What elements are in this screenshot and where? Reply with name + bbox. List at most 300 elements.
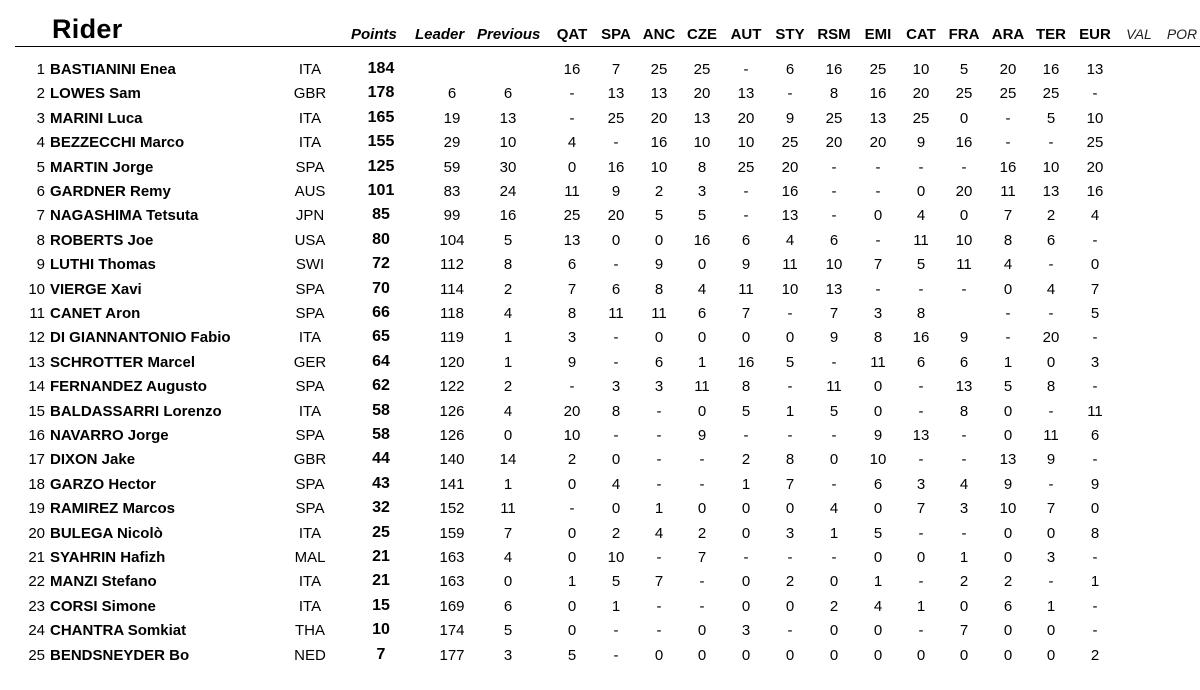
rider-points: 21 [372, 572, 390, 590]
rider-name: MARTIN Jorge [50, 158, 154, 176]
race-result-cell: 8 [1046, 378, 1056, 396]
table-row [0, 374, 1200, 398]
rider-position: 16 [28, 427, 45, 444]
race-result-cell: 11 [694, 378, 710, 396]
rider-position: 20 [28, 524, 45, 542]
race-result-cell: 13 [825, 280, 843, 298]
race-result-cell: 0 [741, 573, 751, 591]
rider-country: ITA [298, 329, 322, 347]
rider-country: GBR [293, 85, 327, 103]
race-result-cell: - [831, 549, 837, 566]
race-result-cell: 0 [873, 622, 883, 640]
race-result-cell: 25 [825, 109, 843, 127]
rider-points: 25 [372, 523, 390, 541]
race-result-cell: 25 [650, 61, 668, 78]
race-result-cell: 11 [1043, 427, 1059, 444]
gap-to-leader: 99 [443, 207, 461, 225]
rider-points: 155 [367, 133, 395, 151]
race-result-cell: 3 [567, 329, 577, 347]
rider-country: ITA [298, 109, 322, 127]
race-result-cell: 8 [697, 158, 707, 176]
rider-position: 17 [28, 451, 45, 469]
race-result-cell: - [787, 427, 793, 444]
race-result-cell: 0 [785, 646, 795, 664]
race-result-cell: 7 [741, 305, 751, 322]
gap-to-leader: 6 [447, 85, 457, 103]
race-result-cell: 25 [737, 158, 755, 176]
race-result-cell: 9 [567, 353, 577, 371]
race-result-cell: 6 [916, 353, 926, 371]
race-result-cell: 0 [697, 500, 707, 518]
rider-country: SPA [295, 500, 325, 518]
race-result-cell: 16 [1086, 183, 1104, 200]
race-result-cell: 2 [567, 451, 577, 469]
race-result-cell: 4 [1046, 280, 1056, 298]
race-result-cell: 16 [1042, 61, 1060, 78]
rider-points: 184 [367, 60, 395, 77]
race-result-cell: 10 [781, 280, 799, 298]
race-result-cell: 0 [916, 646, 926, 664]
race-result-cell: 5 [959, 61, 969, 78]
race-result-cell: - [918, 451, 924, 469]
rider-points: 32 [372, 499, 390, 517]
race-result-cell: 6 [1003, 597, 1013, 615]
race-result-cell: 0 [697, 256, 707, 274]
gap-to-leader: 29 [443, 134, 461, 152]
race-result-cell: 5 [741, 402, 751, 420]
race-result-cell: - [569, 85, 575, 103]
race-header-sty: STY [775, 26, 805, 43]
race-result-cell: - [918, 524, 924, 542]
race-result-cell: 7 [873, 256, 883, 274]
race-result-cell: 0 [1003, 402, 1013, 420]
race-result-cell: 7 [785, 475, 795, 493]
race-header-ter: TER [1036, 26, 1066, 43]
race-result-cell: - [656, 475, 662, 493]
race-result-cell: 11 [1087, 402, 1103, 420]
rider-country: NED [294, 646, 326, 664]
race-result-cell: - [1048, 402, 1054, 420]
race-result-cell: - [1048, 573, 1054, 591]
race-result-cell: - [831, 475, 837, 493]
race-result-cell: 0 [697, 329, 707, 347]
race-result-cell: - [961, 524, 967, 542]
race-result-cell: 0 [1046, 353, 1056, 371]
race-result-cell: 16 [737, 353, 755, 371]
race-result-cell: 25 [1086, 134, 1104, 152]
race-result-cell: 9 [1003, 475, 1013, 493]
race-result-cell: - [1092, 549, 1098, 566]
table-row [0, 252, 1200, 276]
race-result-cell: - [961, 158, 967, 176]
race-result-cell: 3 [611, 378, 621, 396]
race-result-cell: 6 [785, 61, 795, 78]
gap-to-leader: 174 [439, 622, 465, 640]
race-result-cell: 0 [785, 500, 795, 518]
race-result-cell: 11 [826, 378, 842, 396]
rider-name: MARINI Luca [50, 109, 143, 127]
rider-name: BEZZECCHI Marco [50, 134, 185, 152]
race-result-cell: 10 [999, 500, 1017, 518]
race-result-cell: - [1092, 378, 1098, 396]
rider-points: 80 [372, 230, 390, 248]
rider-points: 165 [367, 108, 395, 126]
rider-position: 4 [36, 134, 45, 152]
race-result-cell: 9 [697, 427, 707, 444]
race-result-cell: 16 [781, 183, 799, 200]
race-result-cell: 13 [1042, 183, 1060, 200]
race-header-ara: ARA [991, 26, 1025, 43]
rider-points: 44 [372, 450, 390, 468]
race-result-cell: 4 [654, 524, 664, 542]
race-result-cell: 25 [563, 207, 581, 225]
gap-to-leader: 152 [439, 500, 465, 518]
rider-position: 21 [28, 549, 45, 566]
race-result-cell: 20 [955, 183, 973, 200]
race-header-emi: EMI [864, 26, 892, 43]
race-result-cell: 16 [955, 134, 973, 152]
race-result-cell: 0 [654, 231, 664, 249]
rider-name: CORSI Simone [50, 597, 156, 615]
rider-points: 58 [372, 426, 390, 443]
race-result-cell: - [699, 475, 705, 493]
race-result-cell: 7 [697, 549, 707, 566]
race-result-cell: 2 [1003, 573, 1013, 591]
rider-points: 72 [372, 255, 390, 273]
race-result-cell: 0 [959, 207, 969, 225]
race-result-cell: - [1005, 305, 1011, 322]
race-result-cell: 0 [697, 622, 707, 640]
race-result-cell: 8 [829, 85, 839, 103]
rider-position: 12 [28, 329, 45, 347]
table-row [0, 521, 1200, 545]
gap-to-previous: 6 [503, 597, 513, 615]
race-result-cell: 13 [607, 85, 625, 103]
race-header-por: POR [1166, 26, 1198, 42]
race-result-cell: 2 [959, 573, 969, 591]
race-result-cell: 0 [1003, 280, 1013, 298]
table-row [0, 594, 1200, 618]
race-result-cell: 5 [829, 402, 839, 420]
table-row [0, 569, 1200, 593]
race-result-cell: 0 [829, 573, 839, 591]
race-result-cell: 8 [916, 305, 926, 322]
race-result-cell: 6 [611, 280, 621, 298]
race-result-cell: 0 [1046, 524, 1056, 542]
rider-points: 10 [372, 621, 390, 639]
table-row [0, 447, 1200, 471]
gap-to-leader: 169 [439, 597, 465, 615]
race-result-cell: 25 [955, 85, 973, 103]
rider-points: 101 [367, 182, 395, 199]
rider-points: 43 [372, 474, 390, 492]
race-header-rsm: RSM [817, 26, 851, 43]
race-result-cell: 25 [912, 109, 930, 127]
race-result-cell: - [875, 231, 881, 249]
race-result-cell: - [613, 329, 619, 347]
table-row [0, 277, 1200, 301]
rider-country: JPN [295, 207, 325, 225]
gap-to-previous: 8 [503, 256, 513, 274]
rider-name: SCHROTTER Marcel [50, 353, 196, 371]
race-result-cell: - [1048, 475, 1054, 493]
race-result-cell: 8 [959, 402, 969, 420]
race-result-cell: 0 [567, 524, 577, 542]
race-result-cell: 20 [825, 134, 843, 152]
race-result-cell: - [656, 622, 662, 640]
race-result-cell: 13 [781, 207, 799, 225]
race-result-cell: - [656, 549, 662, 566]
rider-name: RAMIREZ Marcos [50, 500, 176, 518]
rider-points: 64 [372, 352, 390, 370]
race-result-cell: 4 [829, 500, 839, 518]
rider-country: ITA [298, 61, 322, 78]
race-result-cell: - [613, 256, 619, 274]
race-result-cell: - [613, 646, 619, 664]
race-result-cell: 5 [1003, 378, 1013, 396]
race-result-cell: 0 [785, 597, 795, 615]
race-result-cell: 0 [1003, 427, 1013, 444]
leader-column-header: Leader [415, 26, 465, 43]
gap-to-previous: 4 [503, 305, 513, 322]
race-result-cell: 10 [1042, 158, 1060, 176]
race-result-cell: 1 [785, 402, 795, 420]
rider-name: DI GIANNANTONIO Fabio [50, 329, 231, 347]
race-result-cell: - [613, 134, 619, 152]
race-result-cell: - [743, 61, 749, 78]
rider-position: 8 [36, 231, 45, 249]
rider-country: SPA [295, 427, 325, 444]
race-result-cell: 6 [959, 353, 969, 371]
race-result-cell: 4 [785, 231, 795, 249]
rider-name: MANZI Stefano [50, 573, 157, 591]
rider-position: 13 [28, 353, 45, 371]
table-row [0, 350, 1200, 374]
rider-points: 7 [376, 645, 386, 663]
points-column-header: Points [351, 26, 397, 43]
race-result-cell: 20 [650, 109, 668, 127]
rider-country: SPA [295, 280, 325, 298]
race-result-cell: - [787, 622, 793, 640]
race-result-cell: 5 [611, 573, 621, 591]
race-result-cell: - [875, 280, 881, 298]
table-row [0, 179, 1200, 203]
race-result-cell: 7 [567, 280, 577, 298]
header-divider [15, 46, 1200, 47]
gap-to-leader: 163 [439, 549, 465, 566]
race-result-cell: 10 [912, 61, 930, 78]
race-result-cell: 0 [959, 646, 969, 664]
rider-points: 125 [367, 157, 395, 175]
race-result-cell: 1 [567, 573, 577, 591]
race-result-cell: 0 [916, 549, 926, 566]
previous-column-header: Previous [477, 26, 541, 43]
rider-name: BALDASSARRI Lorenzo [50, 402, 222, 420]
race-result-cell: 0 [741, 329, 751, 347]
race-result-cell: - [831, 183, 837, 200]
race-result-cell: - [1092, 597, 1098, 615]
race-result-cell: 3 [959, 500, 969, 518]
rider-points: 66 [372, 304, 390, 321]
race-result-cell: - [743, 183, 749, 200]
race-result-cell: 6 [741, 231, 751, 249]
race-result-cell: 11 [913, 231, 929, 249]
race-result-cell: 5 [654, 207, 664, 225]
table-row [0, 545, 1200, 569]
race-result-cell: 25 [693, 61, 711, 78]
race-result-cell: 10 [563, 427, 581, 444]
rider-name: FERNANDEZ Augusto [50, 378, 207, 396]
race-result-cell: 0 [873, 500, 883, 518]
rider-name: NAVARRO Jorge [50, 427, 169, 444]
race-result-cell: - [961, 427, 967, 444]
race-result-cell: 0 [873, 402, 883, 420]
race-result-cell: - [656, 451, 662, 469]
race-result-cell: - [1048, 134, 1054, 152]
race-result-cell: 20 [693, 85, 711, 103]
race-result-cell: 13 [1086, 61, 1104, 78]
race-result-cell: - [787, 378, 793, 396]
race-result-cell: - [918, 402, 924, 420]
race-result-cell: 1 [654, 500, 664, 518]
race-result-cell: - [918, 378, 924, 396]
race-result-cell: 10 [693, 134, 711, 152]
rider-country: SPA [295, 158, 325, 176]
race-result-cell: 16 [693, 231, 711, 249]
rider-points: 62 [372, 377, 390, 395]
race-header-val: VAL [1126, 26, 1152, 42]
race-result-cell: 20 [1086, 158, 1104, 176]
race-result-cell: 0 [959, 109, 969, 127]
race-result-cell: 16 [563, 61, 581, 78]
race-result-cell: 0 [829, 451, 839, 469]
race-result-cell: 2 [654, 183, 664, 200]
rider-points: 15 [372, 596, 390, 614]
race-result-cell: 20 [563, 402, 581, 420]
race-result-cell: 3 [916, 475, 926, 493]
race-result-cell: 5 [785, 353, 795, 371]
gap-to-leader: 119 [440, 329, 464, 347]
race-result-cell: 0 [1003, 549, 1013, 566]
table-row [0, 423, 1200, 447]
race-result-cell: 8 [1090, 524, 1100, 542]
race-result-cell: - [569, 109, 575, 127]
race-result-cell: - [1005, 109, 1011, 127]
race-result-cell: 2 [741, 451, 751, 469]
race-result-cell: 9 [916, 134, 926, 152]
race-result-cell: 0 [785, 329, 795, 347]
race-result-cell: 20 [607, 207, 625, 225]
race-result-cell: 7 [1090, 280, 1100, 298]
race-result-cell: 0 [567, 622, 577, 640]
race-result-cell: - [918, 573, 924, 591]
race-result-cell: - [656, 597, 662, 615]
race-result-cell: 20 [912, 85, 930, 103]
gap-to-previous: 5 [503, 622, 513, 640]
rider-points: 70 [372, 279, 390, 297]
rider-country: ITA [298, 573, 322, 591]
race-result-cell: 8 [785, 451, 795, 469]
race-result-cell: 3 [741, 622, 751, 640]
rider-country: AUS [294, 183, 326, 200]
gap-to-previous: 6 [503, 85, 513, 103]
race-result-cell: 0 [829, 622, 839, 640]
race-result-cell: 4 [567, 134, 577, 152]
gap-to-leader: 59 [443, 158, 461, 176]
race-result-cell: 2 [697, 524, 707, 542]
race-result-cell: 1 [1090, 573, 1100, 591]
race-result-cell: 0 [1003, 524, 1013, 542]
race-result-cell: - [613, 622, 619, 640]
race-result-cell: - [787, 85, 793, 103]
rider-position: 23 [28, 597, 45, 615]
table-row [0, 643, 1200, 667]
table-row [0, 57, 1200, 81]
rider-name: CANET Aron [50, 305, 141, 322]
race-result-cell: 8 [567, 305, 577, 322]
race-result-cell: 20 [869, 134, 887, 152]
race-result-cell: - [1005, 329, 1011, 347]
race-result-cell: 9 [741, 256, 751, 274]
race-result-cell: 7 [916, 500, 926, 518]
race-result-cell: 4 [959, 475, 969, 493]
rider-position: 25 [28, 646, 45, 664]
gap-to-previous: 1 [503, 353, 513, 371]
race-result-cell: 5 [873, 524, 883, 542]
race-result-cell: 4 [1090, 207, 1100, 225]
race-result-cell: - [569, 378, 575, 396]
race-result-cell: 6 [697, 305, 707, 322]
table-row [0, 618, 1200, 642]
race-result-cell: 0 [873, 549, 883, 566]
race-result-cell: 1 [741, 475, 751, 493]
race-result-cell: 9 [785, 109, 795, 127]
rider-position: 11 [29, 305, 45, 322]
race-result-cell: - [656, 427, 662, 444]
race-result-cell: 1 [873, 573, 883, 591]
race-result-cell: 6 [654, 353, 664, 371]
race-result-cell: 8 [1003, 231, 1013, 249]
race-result-cell: 0 [567, 475, 577, 493]
race-result-cell: 3 [1046, 549, 1056, 566]
race-header-fra: FRA [948, 26, 980, 43]
race-result-cell: - [743, 427, 749, 444]
gap-to-previous: 13 [499, 109, 517, 127]
race-result-cell: 8 [873, 329, 883, 347]
rider-position: 10 [28, 280, 45, 298]
race-result-cell: - [743, 207, 749, 225]
gap-to-previous: 30 [499, 158, 517, 176]
table-row [0, 472, 1200, 496]
race-result-cell: 11 [738, 280, 754, 298]
race-result-cell: 0 [959, 597, 969, 615]
race-result-cell: 0 [916, 183, 926, 200]
race-result-cell: 0 [567, 549, 577, 566]
race-result-cell: 13 [563, 231, 581, 249]
table-row [0, 203, 1200, 227]
race-result-cell: 9 [1090, 475, 1100, 493]
rider-position: 3 [36, 109, 45, 127]
race-result-cell: 0 [697, 646, 707, 664]
race-header-cat: CAT [906, 26, 936, 43]
table-row [0, 155, 1200, 179]
race-result-cell: 20 [999, 61, 1017, 78]
race-result-cell: 3 [785, 524, 795, 542]
race-result-cell: 5 [1046, 109, 1056, 127]
rider-position: 2 [36, 85, 45, 103]
race-result-cell: 25 [999, 85, 1017, 103]
race-result-cell: 0 [1046, 622, 1056, 640]
